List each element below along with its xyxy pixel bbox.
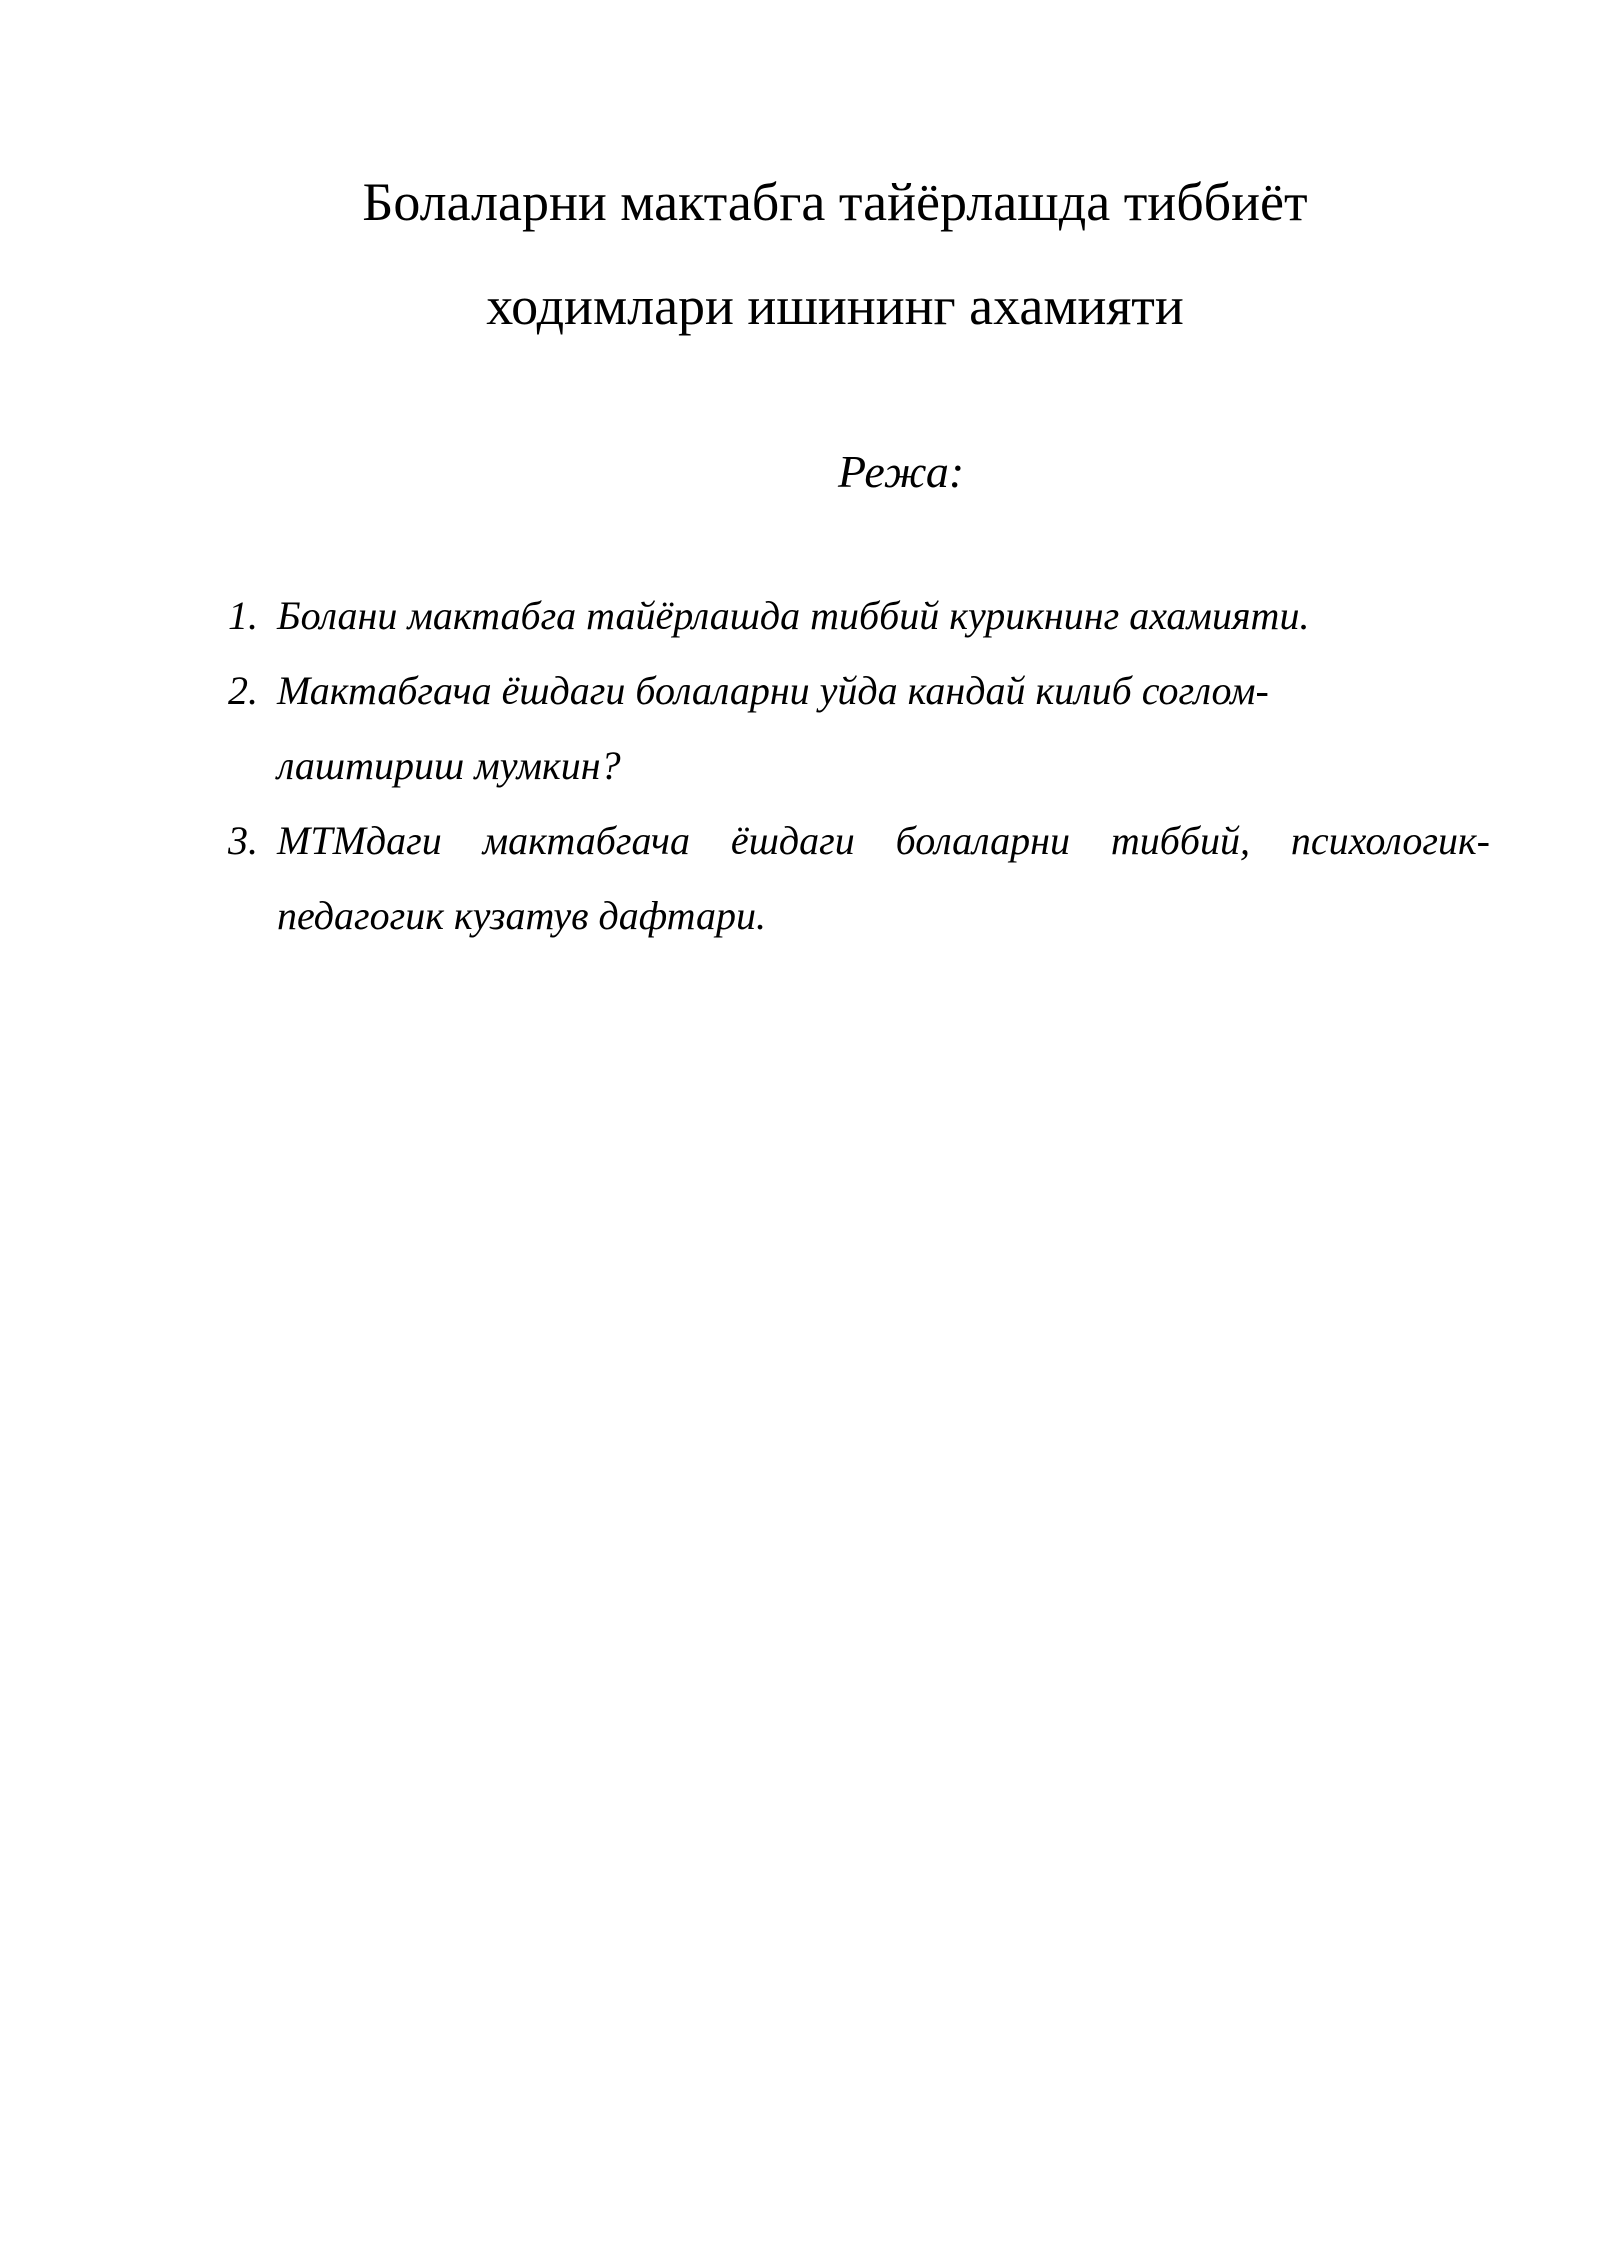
plan-item-text: МТМдаги мактабгача ёшдаги болаларни тиббий, психологик-педагогик кузатув дафтари. [277, 818, 1490, 938]
plan-item [228, 653, 1277, 803]
plan-list [228, 578, 1490, 953]
plan-item-text: Болани мактабга тайёрлашда тиббий курикнинг ахамияти. [277, 593, 1310, 638]
plan-item [228, 578, 1490, 653]
plan-item-number: 3. [228, 818, 258, 863]
title-line-1: Болаларни мактабга тайёрлашда тиббиёт [362, 172, 1308, 232]
document-title [230, 150, 1440, 358]
plan-item-number: 1. [228, 593, 258, 638]
plan-item [228, 803, 1490, 953]
title-line-2: ходимлари ишининг ахамияти [486, 276, 1184, 336]
plan-heading: Режа: [838, 446, 965, 497]
plan-item-number: 2. [228, 668, 258, 713]
plan-item-text: Мактабгача ёшдаги болаларни уйда кандай килиб согломлаштириш мумкин? [277, 668, 1269, 788]
